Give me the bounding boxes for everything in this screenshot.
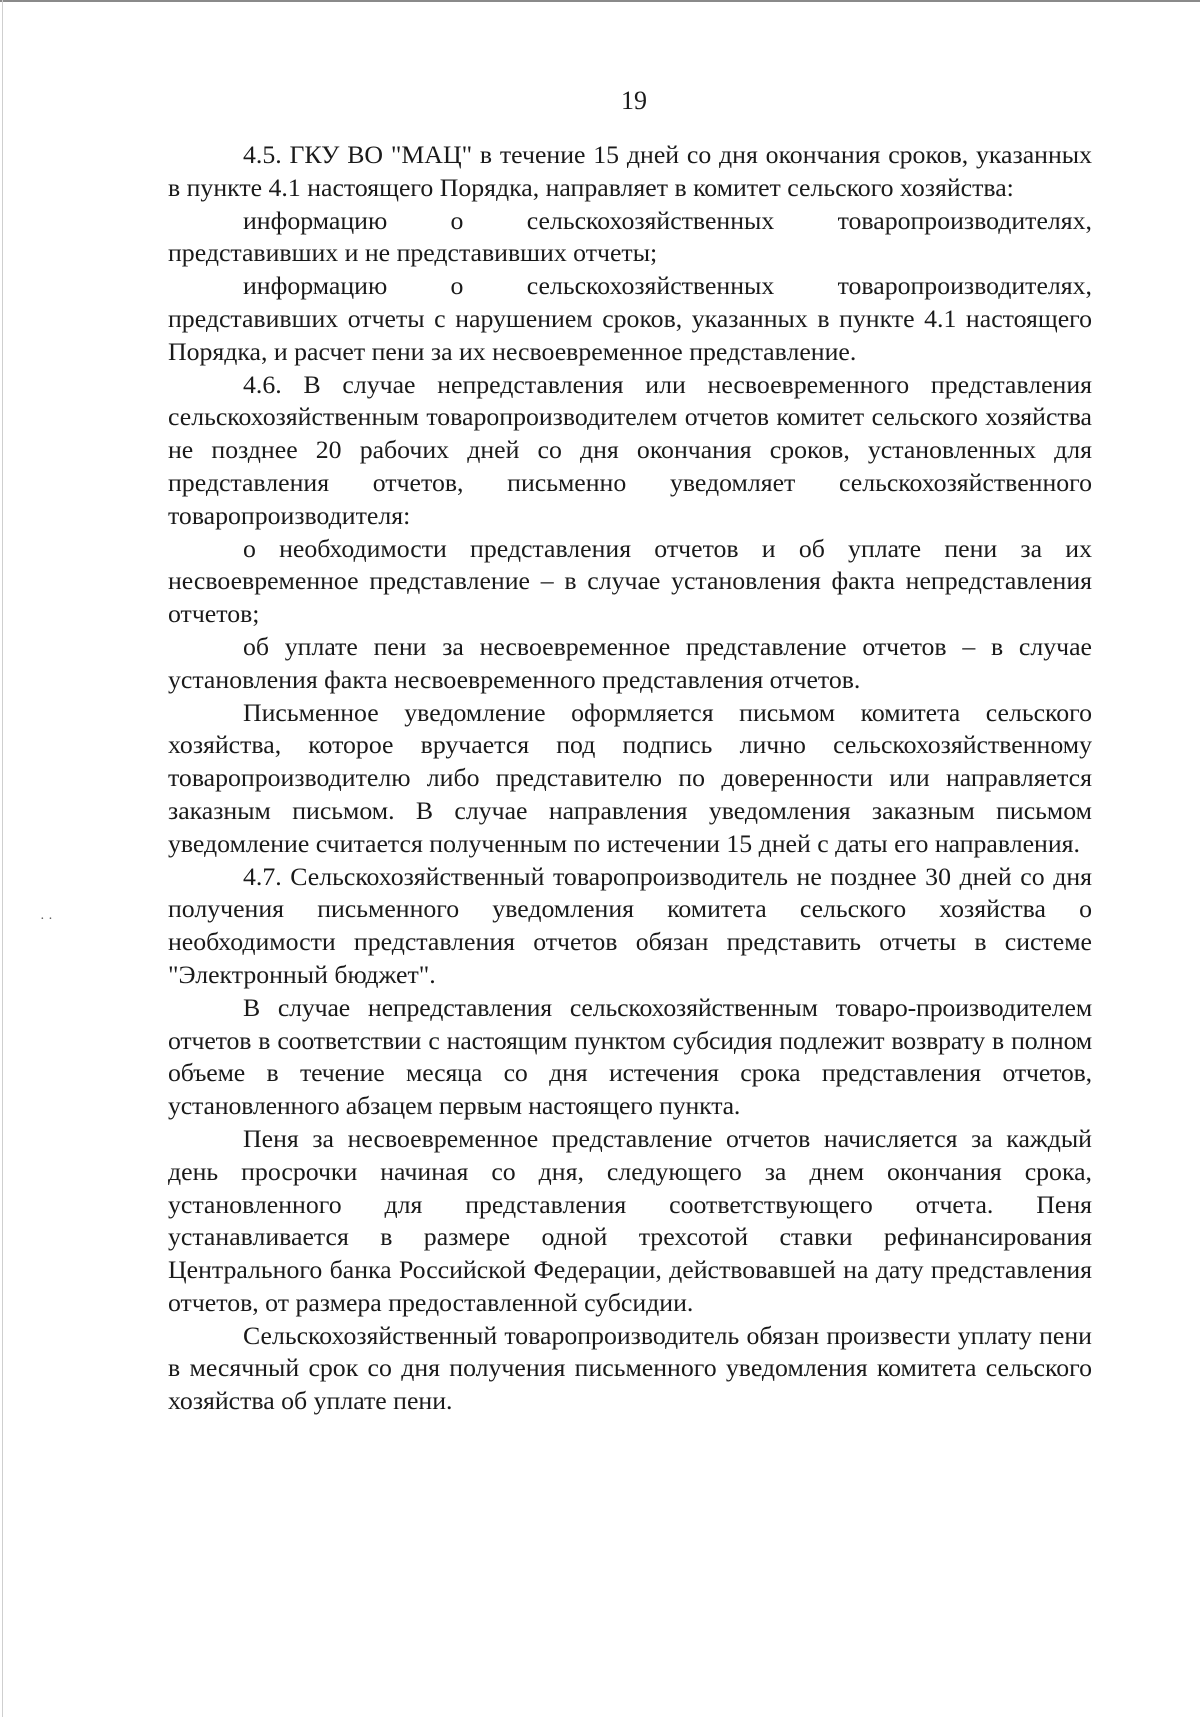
scan-top-border (0, 0, 1200, 2)
paragraph-info-submitted: информацию о сельскохозяйственных товаропроизводителях, представивших и не представивших отчеты; (168, 205, 1092, 268)
paragraph-penalty-payment: Сельскохозяйственный товаропроизводитель обязан произвести уплату пени в месячный срок со дня получения письменного уведомления комитета сельского хозяйства об уплате пени. (168, 1320, 1092, 1416)
page-number: 19 (621, 86, 647, 115)
document-body (168, 139, 1092, 1418)
paragraph-penalty-calc: Пеня за несвоевременное представление отчетов начисляется за каждый день просрочки начиная со дня, следующего за днем окончания срока, установленного для представления соответствующего отчета. Пеня устанавливается в размере одной трехсотой ставки рефинансирования Центрального банка Российской Федерации, действовавшей на дату представления отчетов, от размера предоставленной субсидии. (168, 1123, 1092, 1317)
paragraph-4-6: 4.6. В случае непредставления или несвоевременного представления сельскохозяйственным товаропроизводителем отчетов комитет сельского хозяйства не позднее 20 рабочих дней со дня окончания сроков, установленных для представления отчетов, письменно уведомляет сельскохозяйственного товаропроизводителя: (168, 369, 1092, 530)
scan-left-edge (2, 0, 3, 1717)
paragraph-notice-nonsubmission: о необходимости представления отчетов и об уплате пени за их несвоевременное представление – в случае установления факта непредставления отчетов; (168, 533, 1092, 629)
paragraph-notice-late: об уплате пени за несвоевременное представление отчетов – в случае установления факта несвоевременного представления отчетов. (168, 631, 1092, 694)
paragraph-4-5: 4.5. ГКУ ВО "МАЦ" в течение 15 дней со дня окончания сроков, указанных в пункте 4.1 настоящего Порядка, направляет в комитет сельского хозяйства: (168, 140, 1092, 202)
paragraph-written-notice: Письменное уведомление оформляется письмом комитета сельского хозяйства, которое вручается под подпись лично сельскохозяйственному товаропроизводителю либо представителю по доверенности или направляется заказным письмом. В случае направления уведомления заказным письмом уведомление считается полученным по истечении 15 дней с даты его направления. (168, 697, 1092, 858)
paragraph-subsidy-return: В случае непредставления сельскохозяйственным товаро-производителем отчетов в соответствии с настоящим пунктом субсидия подлежит возврату в полном объеме в течение месяца со дня истечения срока представления отчетов, установленного абзацем первым настоящего пункта. (168, 992, 1092, 1121)
paragraph-info-late: информацию о сельскохозяйственных товаропроизводителях, представивших отчеты с нарушением сроков, указанных в пункте 4.1 настоящего Порядка, и расчет пени за их несвоевременное представление. (168, 271, 1092, 366)
scan-artifact-dots: · · (40, 912, 53, 927)
paragraph-4-7: 4.7. Сельскохозяйственный товаропроизводитель не позднее 30 дней со дня получения письменного уведомления комитета сельского хозяйства о необходимости представления отчетов обязан представить отчеты в системе "Электронный бюджет". (168, 861, 1092, 989)
